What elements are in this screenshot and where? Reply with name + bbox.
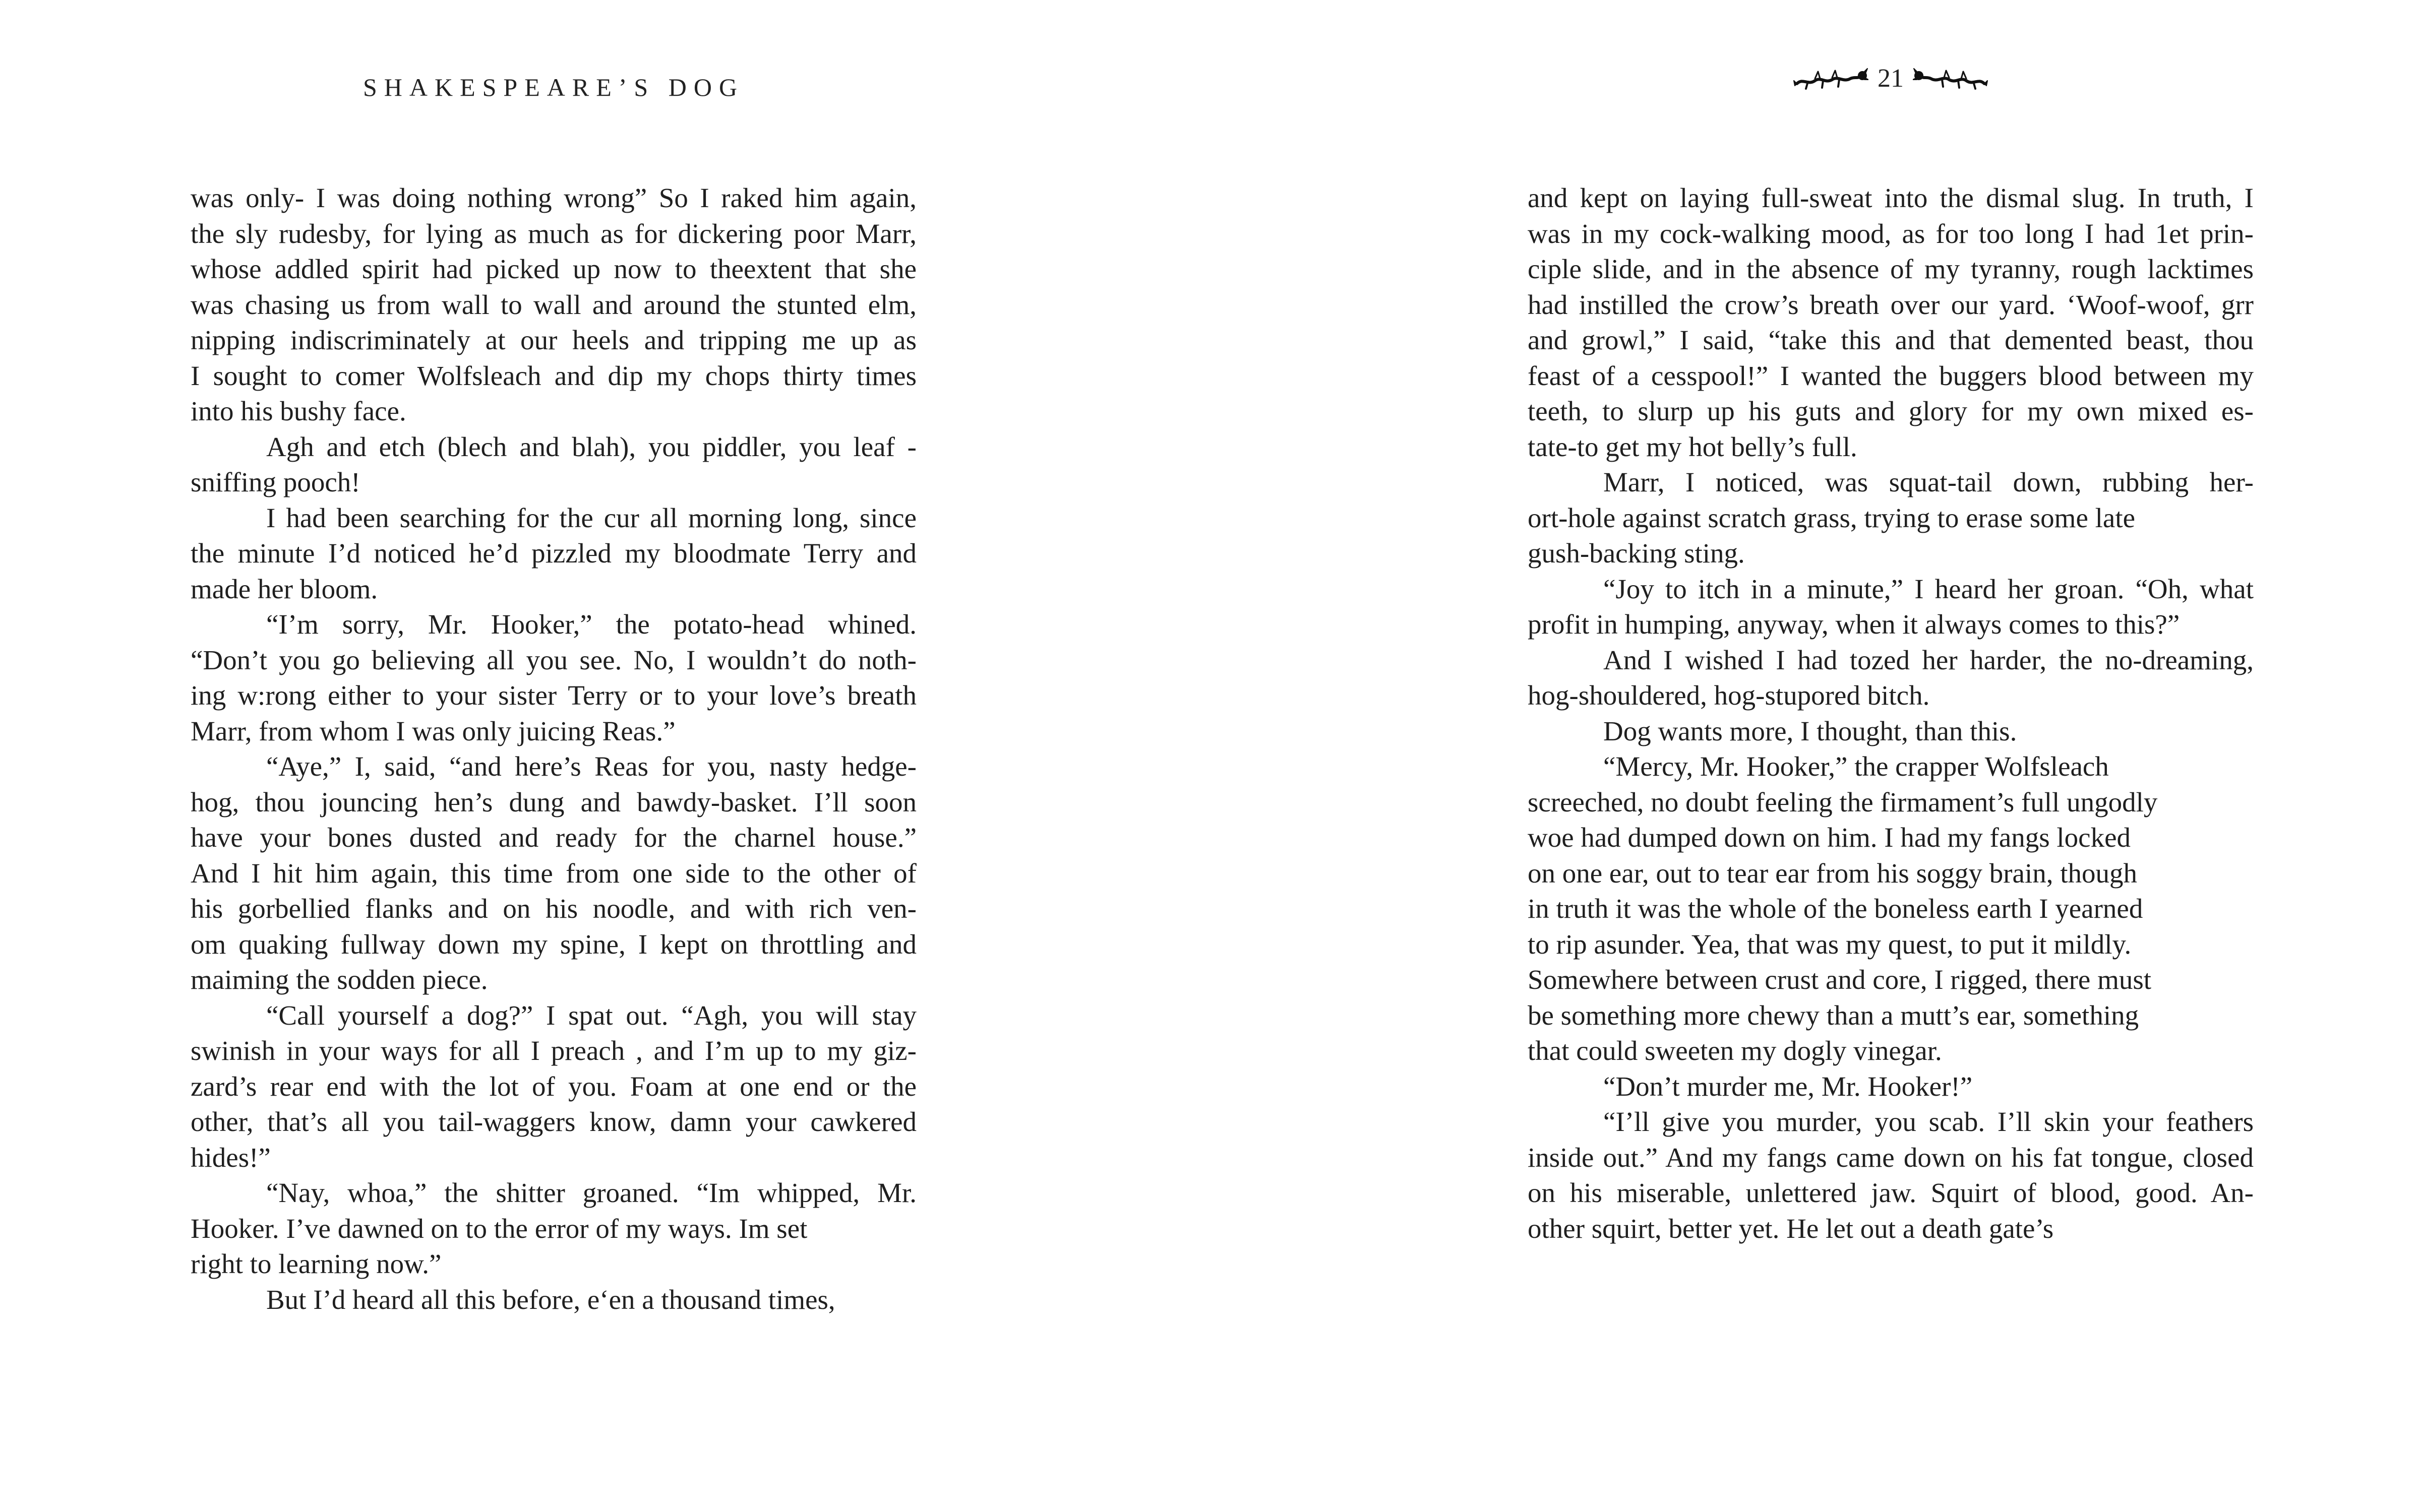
text-line: Dog wants more, I thought, than this. xyxy=(1603,715,2017,746)
text-line: “Don’t you go believing all you see. No, I wouldn’t do noth- xyxy=(191,644,917,675)
text-line: his gorbellied flanks and on his noodle, and with rich ven- xyxy=(191,893,917,924)
text-line: I sought to comer Wolfsleach and dip my chops thirty times xyxy=(191,360,917,391)
text-line: into his bushy face. xyxy=(191,396,406,426)
text-line: Marr, I noticed, was squat-tail down, rubbing her- xyxy=(1603,467,2254,497)
text-line: gush-backing sting. xyxy=(1528,538,1745,569)
text-line: hog-shouldered, hog-stupored bitch. xyxy=(1528,680,1930,711)
text-line: made her bloom. xyxy=(191,573,378,604)
text-line: on his miserable, unlettered jaw. Squirt of blood, good. An- xyxy=(1528,1177,2254,1208)
text-line: and kept on laying full-sweat into the dismal slug. In truth, I xyxy=(1528,182,2254,213)
text-line: ciple slide, and in the absence of my tyranny, rough lacktimes xyxy=(1528,254,2254,284)
text-line: screeched, no doubt feeling the firmament’s full ungodly xyxy=(1528,786,2158,817)
text-line: had instilled the crow’s breath over our yard. ‘Woof-woof, grr xyxy=(1528,289,2254,320)
text-line: and growl,” I said, “take this and that demented beast, thou xyxy=(1528,325,2254,355)
text-line: was chasing us from wall to wall and around the stunted elm, xyxy=(191,289,917,320)
text-line: other squirt, better yet. He let out a death gate’s xyxy=(1528,1213,2054,1244)
text-line: be something more chewy than a mutt’s ear, something xyxy=(1528,999,2139,1031)
text-line: was in my cock-walking mood, as for too long I had 1et prin- xyxy=(1528,218,2254,249)
text-line: on one ear, out to tear ear from his soggy brain, though xyxy=(1528,857,2138,889)
dragon-ornament-right-icon xyxy=(1913,64,1988,94)
text-line: And I wished I had tozed her harder, the no-dreaming, xyxy=(1603,644,2254,675)
text-line: to rip asunder. Yea, that was my quest, to put it mildly. xyxy=(1528,928,2132,960)
text-line: was only- I was doing nothing wrong” So I raked him again, xyxy=(191,182,917,213)
text-line: Agh and etch (blech and blah), you piddler, you leaf - xyxy=(266,431,917,462)
text-line: feast of a cesspool!” I wanted the buggers blood between my xyxy=(1528,360,2254,391)
text-line: right to learning now.” xyxy=(191,1248,442,1279)
text-line: profit in humping, anyway, when it always comes to this?” xyxy=(1528,609,2180,640)
left-page-text xyxy=(191,180,917,1317)
text-line: the sly rudesby, for lying as much as for dickering poor Marr, xyxy=(191,218,917,249)
text-line: Hooker. I’ve dawned on to the error of my ways. Im set xyxy=(191,1213,808,1244)
text-line: zard’s rear end with the lot of you. Foam at one end or the xyxy=(191,1070,917,1102)
page-number: 21 xyxy=(1878,64,1904,93)
running-head: SHAKESPEARE’S DOG xyxy=(362,73,745,101)
text-line: “Call yourself a dog?” I spat out. “Agh, you will stay xyxy=(266,999,917,1031)
text-line: maiming the sodden piece. xyxy=(191,964,488,995)
right-page-text xyxy=(1528,180,2254,1246)
text-line: teeth, to slurp up his guts and glory for my own mixed es- xyxy=(1528,396,2254,426)
text-line: that could sweeten my dogly vinegar. xyxy=(1528,1035,1942,1066)
text-line: hides!” xyxy=(191,1142,271,1173)
text-line: “Aye,” I, said, “and here’s Reas for you, nasty hedge- xyxy=(266,751,917,782)
text-line: inside out.” And my fangs came down on his fat tongue, closed xyxy=(1528,1142,2254,1173)
text-line: I had been searching for the cur all morning long, since xyxy=(266,502,917,533)
text-line: ort-hole against scratch grass, trying to erase some late xyxy=(1528,502,2136,533)
text-line: in truth it was the whole of the boneless earth I yearned xyxy=(1528,893,2143,924)
text-line: whose addled spirit had picked up now to theextent that she xyxy=(191,254,917,284)
text-line: Somewhere between crust and core, I rigged, there must xyxy=(1528,964,2152,995)
text-line: ing w:rong either to your sister Terry or to your love’s breath xyxy=(191,680,917,711)
text-line: “I’m sorry, Mr. Hooker,” the potato-head whined. xyxy=(266,609,917,640)
text-line: “Don’t murder me, Mr. Hooker!” xyxy=(1603,1070,1973,1102)
text-line: “Nay, whoa,” the shitter groaned. “Im whipped, Mr. xyxy=(266,1177,917,1208)
text-line: And I hit him again, this time from one side to the other of xyxy=(191,857,917,889)
text-line: sniffing pooch! xyxy=(191,467,360,497)
text-line: nipping indiscriminately at our heels and tripping me up as xyxy=(191,325,917,355)
text-line: woe had dumped down on him. I had my fangs locked xyxy=(1528,822,2131,853)
text-line: “Mercy, Mr. Hooker,” the crapper Wolfsleach xyxy=(1603,751,2109,782)
text-line: “Joy to itch in a minute,” I heard her groan. “Oh, what xyxy=(1603,573,2254,604)
text-line: swinish in your ways for all I preach , and I’m up to my giz- xyxy=(191,1035,917,1066)
text-line: om quaking fullway down my spine, I kept on throttling and xyxy=(191,928,917,960)
text-line: other, that’s all you tail-waggers know, damn your cawkered xyxy=(191,1106,917,1137)
text-line: Marr, from whom I was only juicing Reas.” xyxy=(191,715,676,746)
text-line: have your bones dusted and ready for the charnel house.” xyxy=(191,822,917,853)
text-line: hog, thou jouncing hen’s dung and bawdy-basket. I’ll soon xyxy=(191,786,917,817)
text-line: the minute I’d noticed he’d pizzled my bloodmate Terry and xyxy=(191,538,917,569)
folio xyxy=(1528,64,2254,94)
text-line: tate-to get my hot belly’s full. xyxy=(1528,431,1857,462)
text-line: “I’ll give you murder, you scab. I’ll skin your feathers xyxy=(1603,1106,2254,1137)
text-line: But I’d heard all this before, e‘en a thousand times, xyxy=(266,1284,835,1315)
dragon-ornament-left-icon xyxy=(1793,64,1868,94)
